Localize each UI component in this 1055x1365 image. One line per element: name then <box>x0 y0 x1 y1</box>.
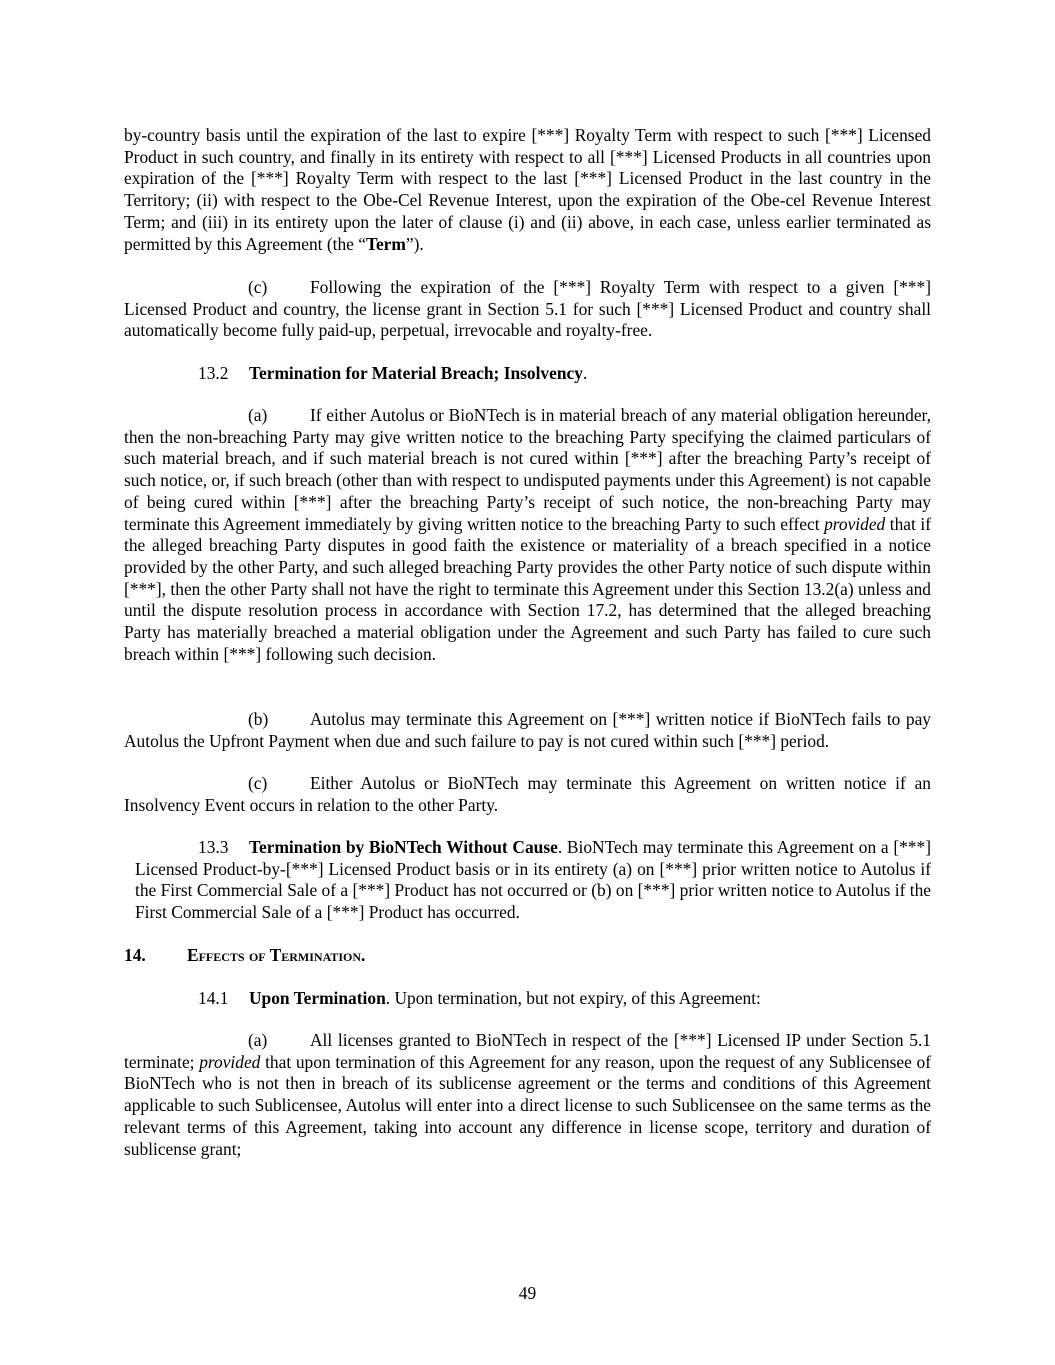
section-13-3 <box>135 837 931 924</box>
clause-label: (a) <box>248 405 268 425</box>
clause-text-1: All licenses granted to BioNTech in respect of the [***] Licensed IP under Section 5.1 terminate; <box>124 1030 931 1072</box>
term-text-1: by-country basis until the expiration of the last to expire [***] Royalty Term with respect to such [***] Licensed Product in such country, and finally in its entirety with respect to all [***] Licensed Products in all countries upon expiration of the [***] Royalty Term with respect to the last [***] Licensed Product in the last country in the Territory; (ii) with respect to the Obe-Cel Revenue Interest, upon the expiration of the Obe-cel Revenue Interest Term; and (iii) in its entirety upon the later of clause (i) and (ii) above, in each case, unless earlier terminated as permitted by this Agreement (the “ <box>124 125 931 254</box>
section-title: Termination by BioNTech Without Cause <box>249 837 558 857</box>
section-number: 14.1 <box>198 988 229 1008</box>
section-title: Termination for Material Breach; Insolvency <box>249 363 583 383</box>
paragraph-13-2-b <box>124 709 931 752</box>
section-title: Upon Termination <box>249 988 386 1008</box>
article-number: 14. <box>124 945 146 965</box>
clause-text-2: that upon termination of this Agreement for any reason, upon the request of any Sublicensee of BioNTech who is not then in breach of its sublicense agreement or the terms and conditions of this Agreement applicable to such Sublicensee, Autolus will enter into a direct license to such Sublicensee on the same terms as the relevant terms of this Agreement, taking into account any difference in license scope, territory and duration of sublicense grant; <box>124 1051 931 1159</box>
section-14-1-heading <box>198 988 761 1010</box>
article-14-heading <box>124 945 365 967</box>
clause-text: Autolus may terminate this Agreement on [***] written notice if BioNTech fails to pay Autolus the Upfront Payment when due and such failure to pay is not cured within such [***] period. <box>124 709 931 751</box>
section-13-2-heading <box>198 363 587 385</box>
clause-label: (b) <box>248 709 269 729</box>
article-title: Effects of Termination. <box>187 945 366 965</box>
clause-label: (a) <box>248 1030 268 1050</box>
paragraph-14-1-a <box>124 1030 931 1160</box>
section-number: 13.3 <box>198 837 229 857</box>
clause-italic: provided <box>824 513 886 534</box>
section-text: . BioNTech may terminate this Agreement on a [***] Licensed Product-by-[***] Licensed Product basis or in its entirety (a) on [***] prior written notice to Autolus if the First Commercial Sale of a [***] Product has not occurred or (b) on [***] prior written notice to Autolus if the First Commercial Sale of a [***] Product has occurred. <box>135 837 931 923</box>
clause-label: (c) <box>248 277 268 297</box>
clause-label: (c) <box>248 773 268 793</box>
paragraph-13-1-c <box>124 277 931 342</box>
clause-italic: provided <box>199 1051 261 1072</box>
page-number: 49 <box>518 1283 537 1303</box>
clause-text-2: that if the alleged breaching Party disputes in good faith the existence or materiality of a breach specified in a notice provided by the other Party, and such alleged breaching Party provides the other Party notice of such dispute within [***], then the other Party shall not have the right to terminate this Agreement under this Section 13.2(a) unless and until the dispute resolution process in accordance with Section 17.2, has determined that the alleged breaching Party has materially breached a material obligation under the Agreement and such Party has failed to cure such breach within [***] following such decision. <box>124 513 931 664</box>
clause-text: Either Autolus or BioNTech may terminate this Agreement on written notice if an Insolvency Event occurs in relation to the other Party. <box>124 773 931 815</box>
term-text-2: ”). <box>405 233 424 254</box>
paragraph-13-2-c <box>124 773 931 816</box>
section-number: 13.2 <box>198 363 229 383</box>
term-defined-word: Term <box>365 233 406 254</box>
paragraph-13-2-a <box>124 405 931 665</box>
section-text: . Upon termination, but not expiry, of this Agreement: <box>385 988 761 1008</box>
term-continuation-paragraph <box>124 125 931 255</box>
section-title-suffix: . <box>582 363 588 383</box>
clause-text-1: If either Autolus or BioNTech is in material breach of any material obligation hereunder, then the non-breaching Party may give written notice to the breaching Party specifying the claimed particulars of such material breach, and if such material breach is not cured within [***] after the breaching Party’s receipt of such notice, or, if such breach (other than with respect to undisputed payments under this Agreement) is not capable of being cured within [***] after the breaching Party’s receipt of such notice, the non-breaching Party may terminate this Agreement immediately by giving written notice to the breaching Party to such effect <box>124 405 931 534</box>
clause-text: Following the expiration of the [***] Royalty Term with respect to a given [***] Licensed Product and country, the license grant in Section 5.1 for such [***] Licensed Product and country shall automatically become fully paid-up, perpetual, irrevocable and royalty-free. <box>124 277 931 341</box>
